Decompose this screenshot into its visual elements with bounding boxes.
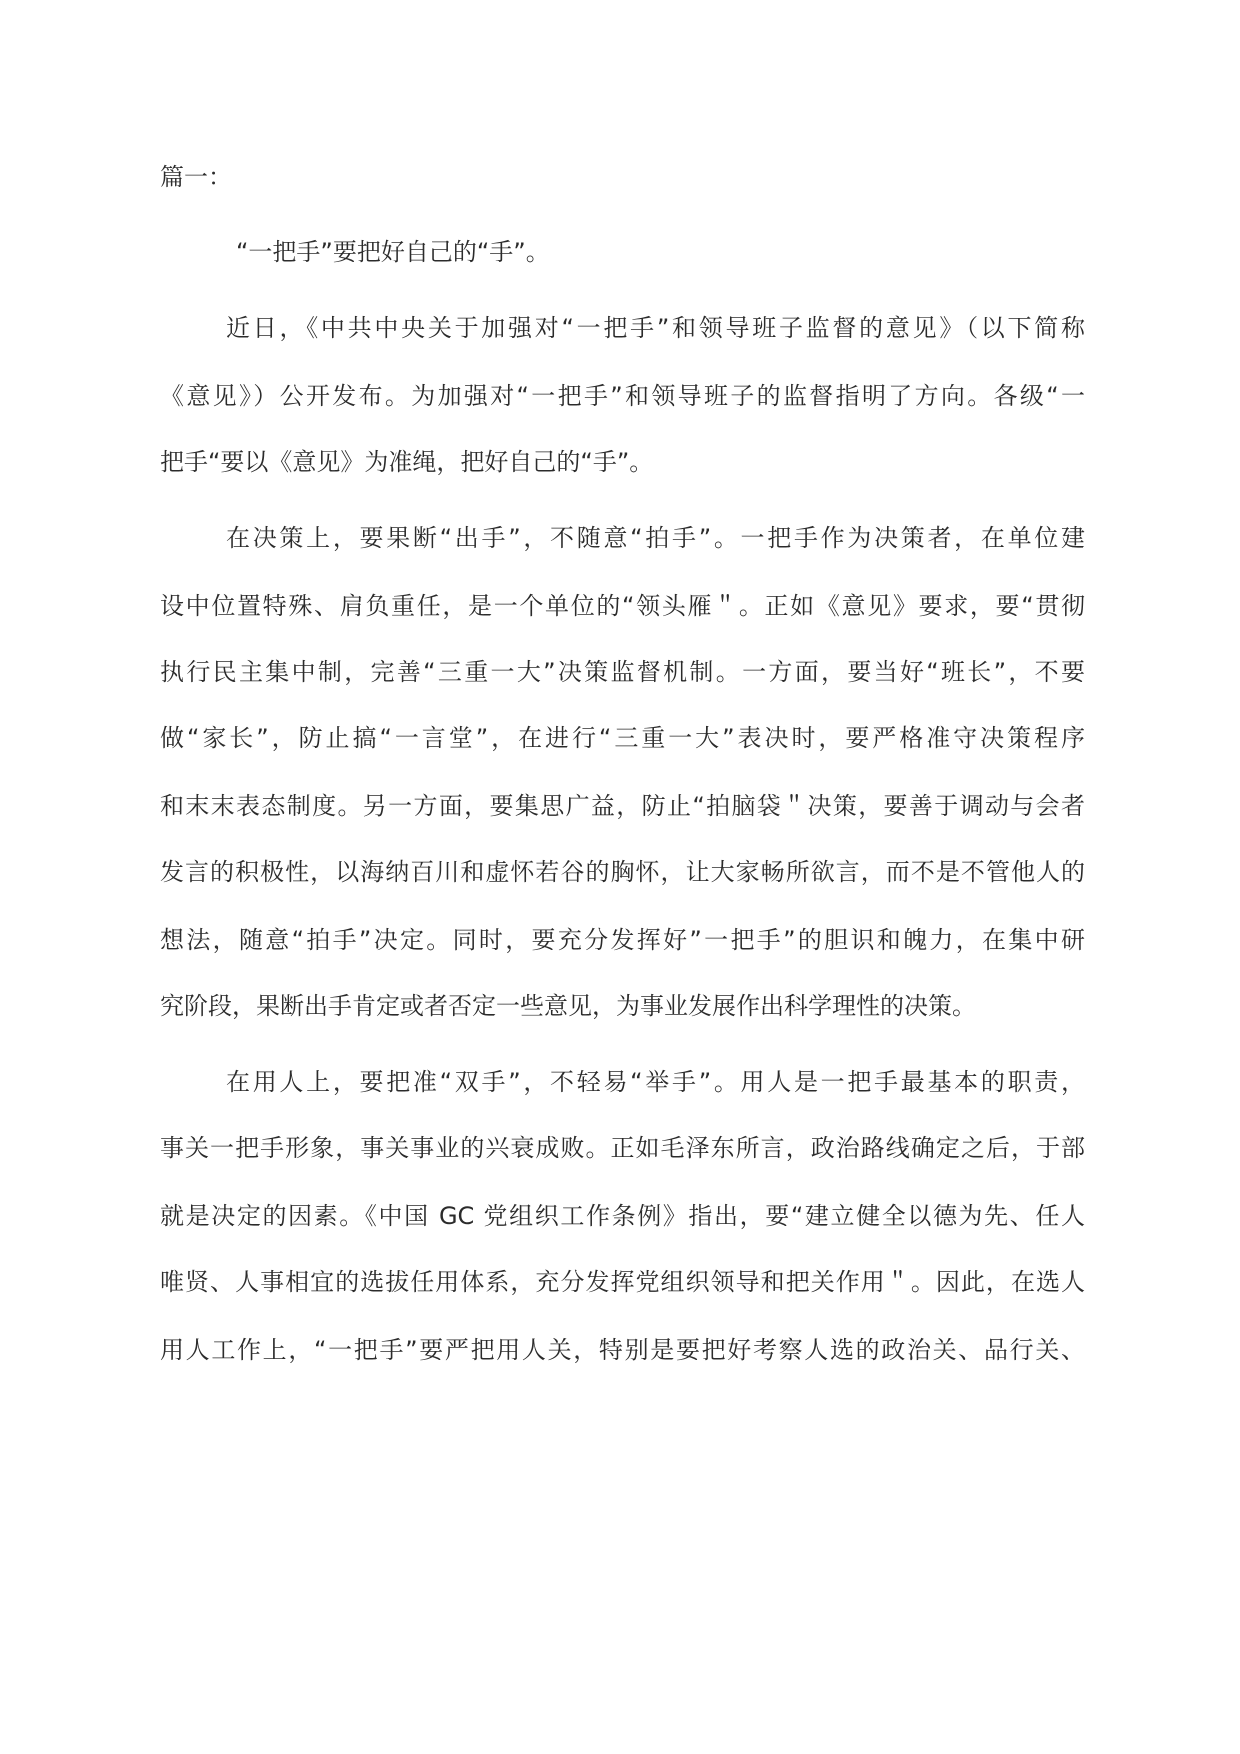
article-title: “一把手”要把好自己的“手”。: [236, 238, 550, 266]
paragraph-line: 想法，随意“拍手”决定。同时，要充分发挥好”一把手”的胆识和魄力，在集中研: [160, 926, 1085, 954]
paragraph-line: 在决策上，要果断“出手”，不随意“拍手”。一把手作为决策者，在单位建: [226, 524, 1085, 552]
paragraph-line: 把手“要以《意见》为准绳，把好自己的“手”。: [160, 448, 654, 476]
paragraph-line: 在用人上，要把准“双手”，不轻易“举手”。用人是一把手最基本的职责，: [226, 1068, 1085, 1096]
paragraph-line: 用人工作上，“一把手”要严把用人关，特别是要把好考察人选的政治关、品行关、: [160, 1336, 1085, 1364]
section-heading: 篇一：: [160, 163, 232, 191]
paragraph-line: 究阶段，果断出手肯定或者否定一些意见，为事业发展作出科学理性的决策。: [160, 992, 976, 1020]
paragraph-line: 事关一把手形象，事关事业的兴衰成败。正如毛泽东所言，政治路线确定之后，于部: [160, 1134, 1085, 1162]
paragraph-line: 执行民主集中制，完善“三重一大”决策监督机制。一方面，要当好“班长”，不要: [160, 658, 1085, 686]
paragraph-line: 和末末表态制度。另一方面，要集思广益，防止“拍脑袋＂决策，要善于调动与会者: [160, 792, 1085, 820]
paragraph-line: 设中位置特殊、肩负重任，是一个单位的“领头雁＂。正如《意见》要求，要“贯彻: [160, 592, 1085, 620]
paragraph-line: 做“家长”，防止搞“一言堂”，在进行“三重一大”表决时，要严格准守决策程序: [160, 724, 1085, 752]
paragraph-line: 《意见》）公开发布。为加强对“一把手”和领导班子的监督指明了方向。各级“一: [160, 382, 1085, 410]
paragraph-line: 近日，《中共中央关于加强对“一把手”和领导班子监督的意见》（以下简称: [226, 314, 1085, 342]
paragraph-line: 发言的积极性，以海纳百川和虚怀若谷的胸怀，让大家畅所欲言，而不是不管他人的: [160, 858, 1085, 886]
paragraph-line: 唯贤、人事相宜的选拔任用体系，充分发挥党组织领导和把关作用＂。因此，在选人: [160, 1268, 1085, 1296]
paragraph-line: 就是决定的因素。《中国 GC 党组织工作条例》指出，要“建立健全以德为先、任人: [160, 1202, 1085, 1230]
